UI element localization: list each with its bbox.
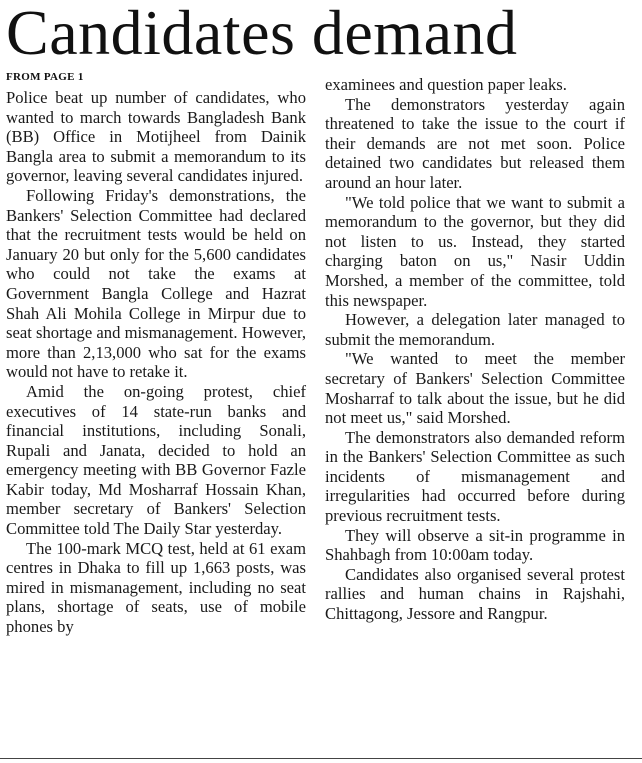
bottom-rule	[0, 758, 642, 759]
continuation-kicker: FROM PAGE 1	[6, 71, 84, 83]
article-paragraph: examinees and question paper leaks.	[325, 75, 567, 94]
article-paragraph: They will observe a sit-in programme in Shahbagh from 10:00am today.	[325, 525, 625, 565]
article-paragraph: The demonstrators also demanded reform in the Bankers' Selection Committee as such incidents of mismanagement and irregularities had occurred before during previous recruitment tests.	[325, 427, 625, 526]
article-paragraph: Candidates also organised several protest rallies and human chains in Rajshahi, Chittagong, Jessore and Rangpur.	[325, 564, 625, 624]
article-paragraph: "We told police that we want to submit a memorandum to the governor, but they did not listen to us. Instead, they started charging baton on us," Nasir Uddin Morshed, a member of the committee, told this newspaper.	[325, 192, 625, 310]
article-paragraph: "We wanted to meet the member secretary of Bankers' Selection Committee Mosharraf to talk about the issue, but he did not meet us," said Morshed.	[325, 349, 625, 428]
article-paragraph: The demonstrators yesterday again threatened to take the issue to the court if their demands are not met soon. Police detained two candidates but released them around an hour later.	[325, 94, 625, 192]
article-paragraph: Police beat up number of candidates, who wanted to march towards Bangladesh Bank (BB) Office in Motijheel from Dainik Bangla area to submit a memorandum to its governor, leaving several candidates injured.	[6, 88, 306, 186]
article-column-right	[325, 75, 625, 624]
article-column-left	[6, 70, 306, 637]
article-paragraph: Amid the on-going protest, chief executives of 14 state-run banks and financial institutions, including Sonali, Rupali and Janata, decided to hold an emergency meeting with BB Governor Fazle Kabir today, Md Mosharraf Hossain Khan, member secretary of Bankers' Selection Committee told The Daily Star yesterday.	[6, 381, 306, 539]
article-headline: Candidates demand	[6, 0, 518, 68]
article-paragraph: The 100-mark MCQ test, held at 61 exam centres in Dhaka to fill up 1,663 posts, was mired in mismanagement, including no seat plans, shortage of seats, use of mobile phones by	[6, 538, 306, 637]
article-paragraph: However, a delegation later managed to submit the memorandum.	[325, 310, 625, 349]
article-paragraph: Following Friday's demonstrations, the Bankers' Selection Committee had declared that the recruitment tests would be held on January 20 but only for the 5,600 candidates who could not take the exams at Government Bangla College and Hazrat Shah Ali Mohila College in Mirpur due to seat shortage and mismanagement. However, more than 2,13,000 who sat for the exams would not have to retake it.	[6, 185, 306, 382]
